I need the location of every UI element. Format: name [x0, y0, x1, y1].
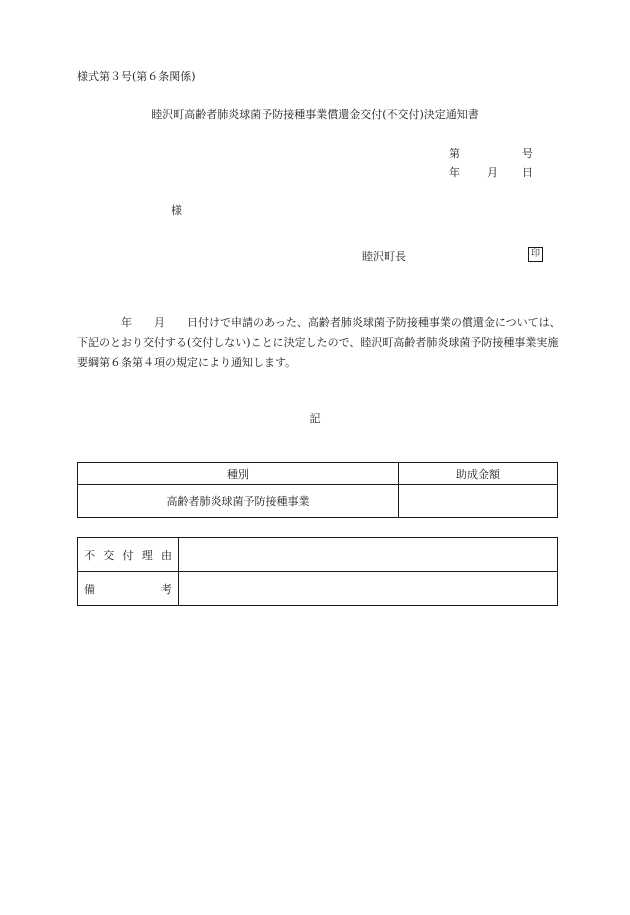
cell-type: 高齢者肺炎球菌予防接種事業 [78, 485, 399, 518]
subsidy-table-header-row [78, 463, 558, 485]
non-grant-reason-value [179, 538, 558, 572]
table-row [78, 485, 558, 518]
header-type: 種別 [78, 463, 399, 485]
date-day: 日 [522, 166, 533, 179]
date-month: 月 [487, 166, 498, 179]
subsidy-table [77, 462, 558, 518]
table-row [78, 572, 558, 606]
remarks-label: 備考 [78, 572, 179, 606]
cell-amount [399, 485, 558, 518]
seal-mark-icon: 印 [528, 247, 543, 262]
document-title: 睦沢町高齢者肺炎球菌予防接種事業償還金交付(不交付)決定通知書 [151, 108, 479, 121]
table-row [78, 538, 558, 572]
header-amount: 助成金額 [399, 463, 558, 485]
form-number: 様式第３号(第６条関係) [77, 70, 196, 83]
sender-name: 睦沢町長 [362, 250, 406, 263]
number-suffix: 号 [522, 147, 533, 160]
remarks-table [77, 537, 558, 606]
ki-heading: 記 [309, 412, 321, 425]
non-grant-reason-label: 不交付理由 [78, 538, 179, 572]
addressee-honorific: 様 [171, 204, 182, 217]
number-prefix: 第 [449, 147, 460, 160]
date-year: 年 [449, 166, 460, 179]
notice-body-text: 年 月 日付けで申請のあった、高齢者肺炎球菌予防接種事業の償還金については、下記のとおり交付する(交付しない)ことに決定したので、睦沢町高齢者肺炎球菌予防接種事業実施要綱第６条第４項の規定により通知します。 [77, 316, 561, 369]
remarks-value [179, 572, 558, 606]
